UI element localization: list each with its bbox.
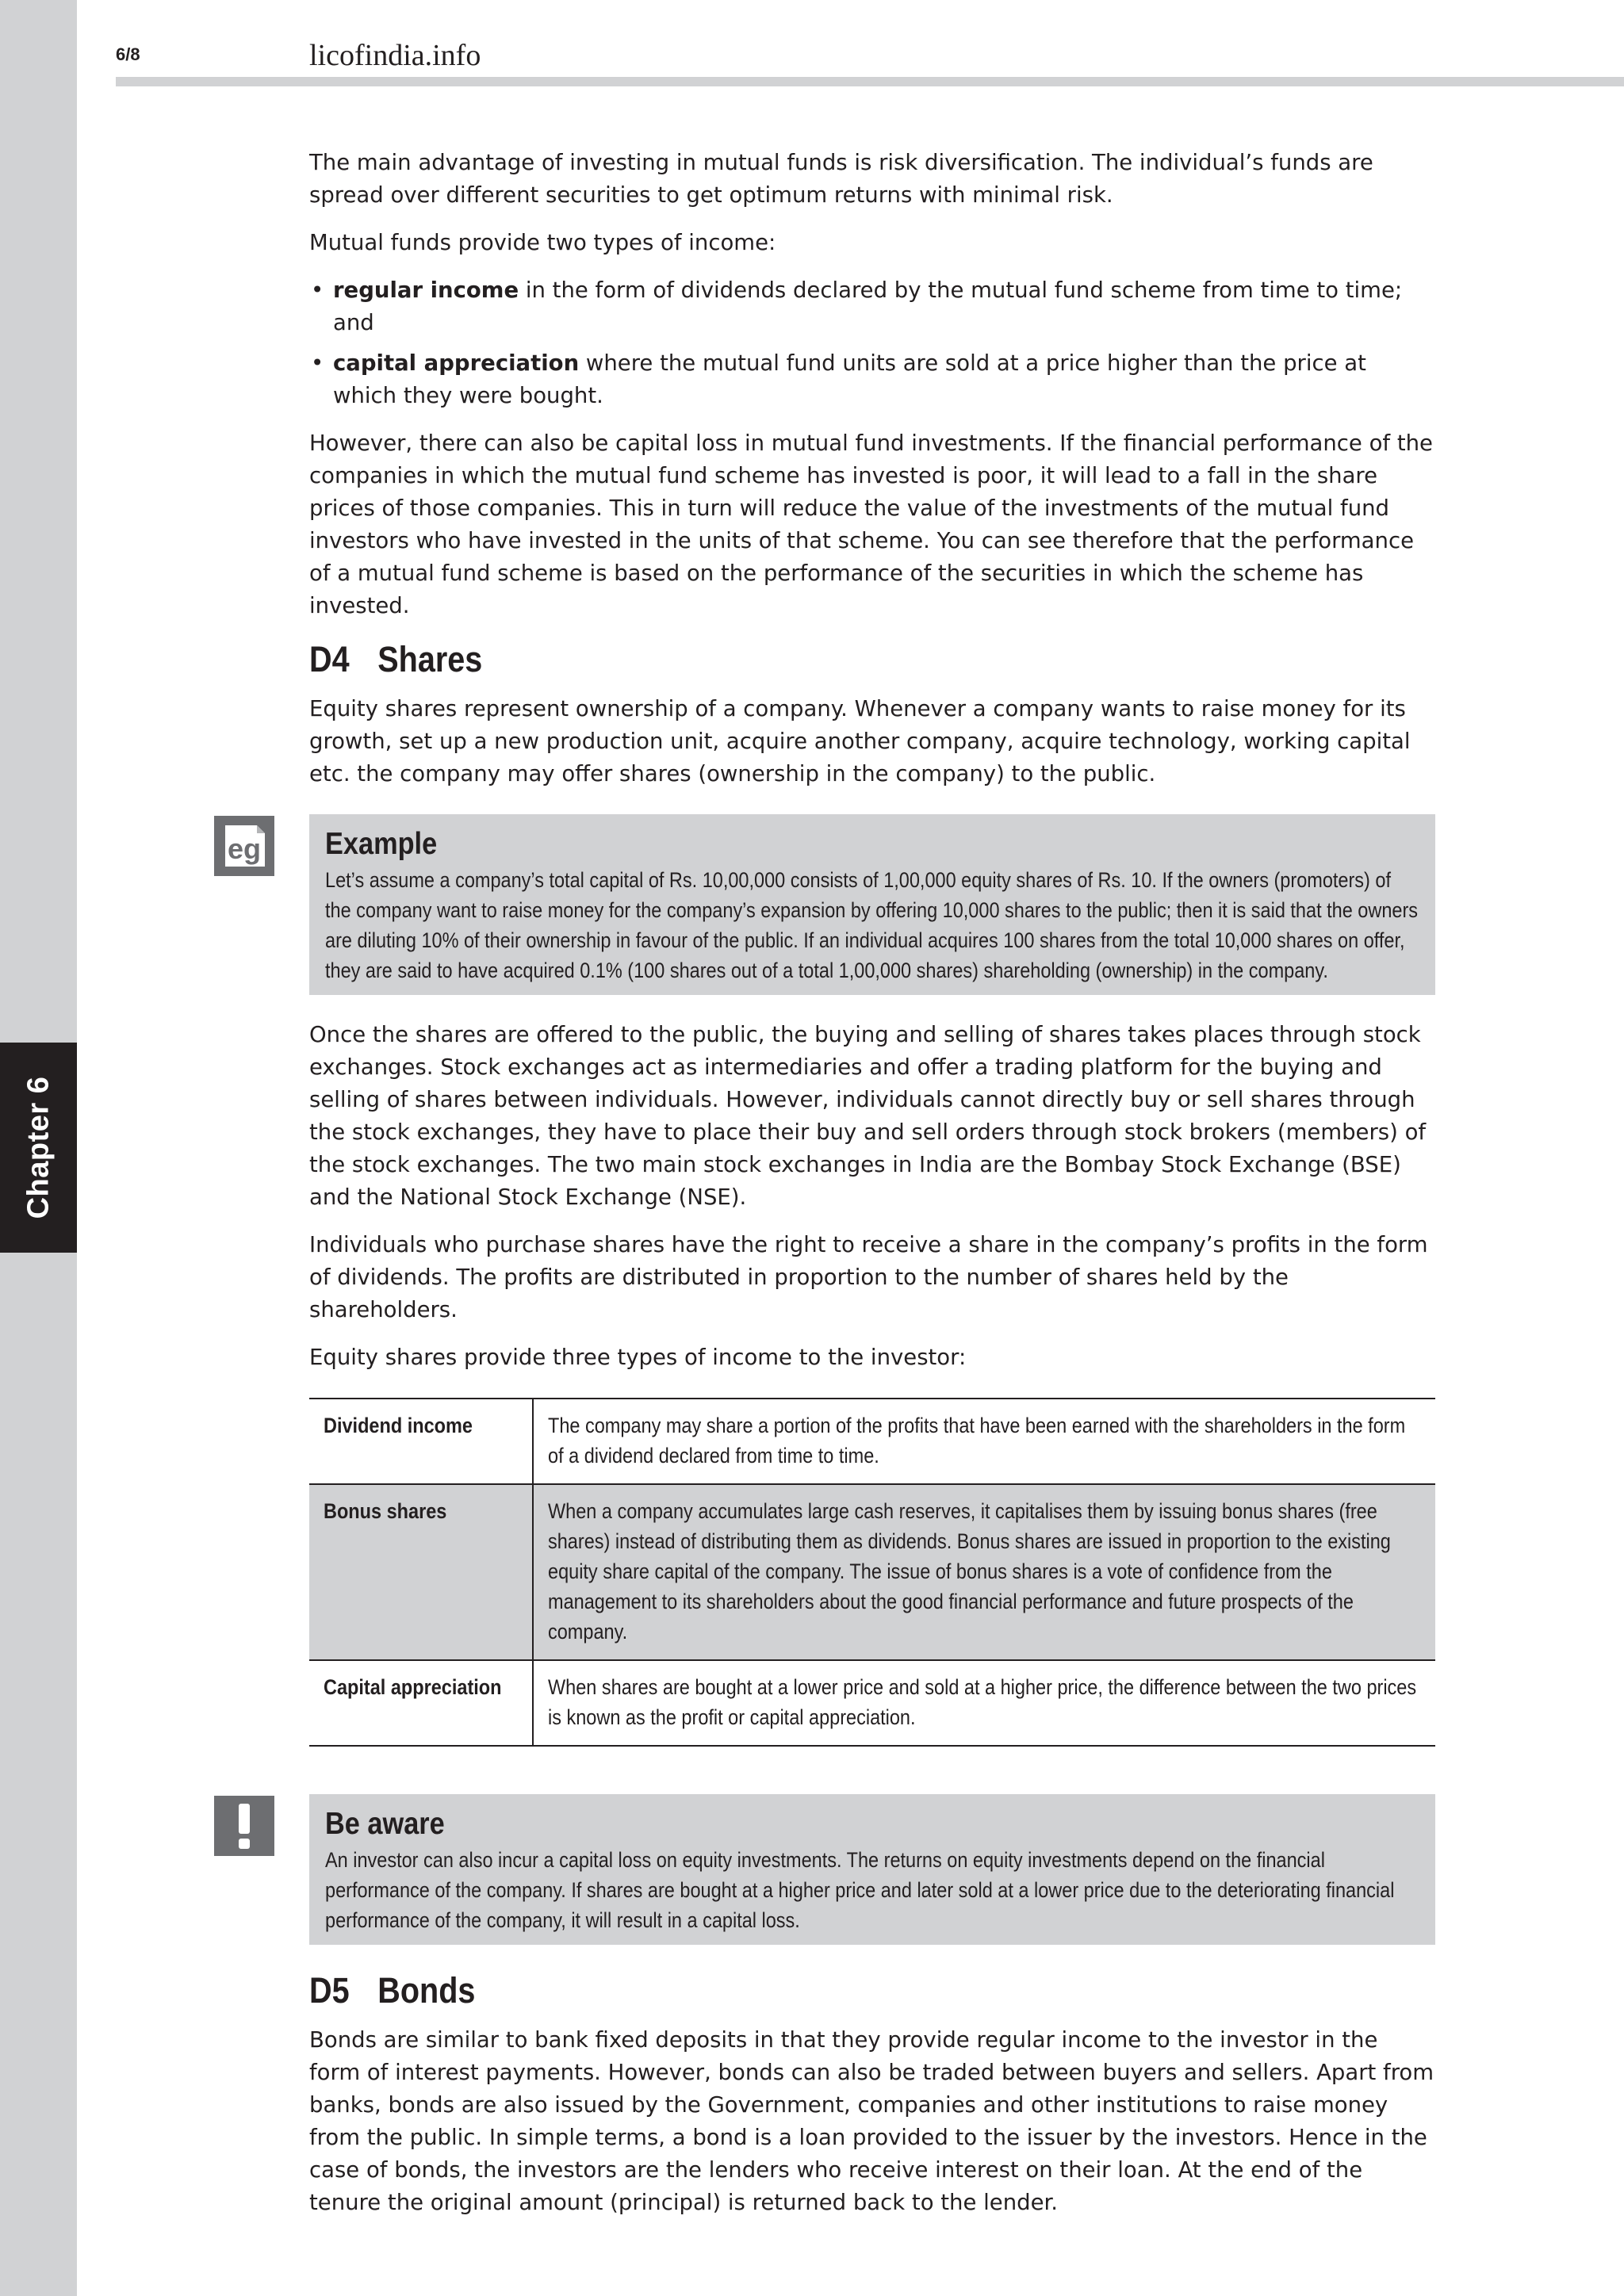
paragraph: Bonds are similar to bank fixed deposits in that they provide regular income to the investor in the form of interest payments. However, bonds can also be traded between buyers and sellers. Apart from banks, bonds are also issued by the Government, companies and other institutions to raise money from the public. In simple terms, a bond is a loan provided to the issuer by the investors. Hence in the case of bonds, the investors are the lenders who receive interest on their loan. At the end of the tenure the original amount (principal) is returned back to the lender. [309, 2027, 1434, 2215]
list-item-text: in the form of dividends declared by the mutual fund scheme from time to time; and [333, 277, 1403, 335]
chapter-label: Chapter 6 [21, 1076, 55, 1219]
paragraph: Equity shares represent ownership of a company. Whenever a company wants to raise money for its growth, set up a new production unit, acquire another company, acquire technology, working capital etc. the company may offer shares (ownership in the company) to the public. [309, 696, 1411, 786]
be-aware-box [309, 1794, 1435, 1945]
page-content [227, 147, 1435, 2234]
paragraph: However, there can also be capital loss in mutual fund investments. If the financial performance of the companies in which the mutual fund scheme has invested is poor, it will lead to a fall in the share prices of those companies. This in turn will reduce the value of the investments of the mutual fund investors who have invested in the units of that scheme. You can see therefore that the performance of a mutual fund scheme is based on the performance of the securities in which the scheme has invested. [309, 430, 1433, 618]
section-number: D4 [309, 639, 350, 679]
be-aware-title: Be aware [325, 1807, 445, 1841]
exclamation-icon [214, 1796, 274, 1856]
table-row [309, 1399, 1435, 1484]
list-item-text: where the mutual fund units are sold at a price higher than the price at which they were bought. [333, 350, 1366, 408]
section-title: Shares [377, 639, 483, 679]
list-item-term: regular income [333, 277, 519, 303]
eg-icon [214, 816, 274, 876]
table-cell-term: Bonus shares [309, 1484, 533, 1660]
bullet-icon: • [311, 350, 324, 376]
example-title: Example [325, 827, 438, 861]
table-cell-term: Dividend income [309, 1399, 533, 1484]
income-type-list [309, 274, 1435, 412]
section-heading [309, 1969, 1300, 2013]
table-row [309, 1484, 1435, 1660]
income-table [309, 1398, 1435, 1747]
paragraph: Once the shares are offered to the public, the buying and selling of shares takes places through stock exchanges. Stock exchanges act as intermediaries and offer a trading platform for the buying and selling of shares between individuals. However, individuals cannot directly buy or sell shares through the stock exchanges, they have to place their buy and sell orders through stock brokers (members) of the stock exchanges. The two main stock exchanges in India are the Bombay Stock Exchange (BSE) and the National Stock Exchange (NSE). [309, 1022, 1427, 1210]
paragraph: Equity shares provide three types of income to the investor: [309, 1345, 967, 1370]
table-row [309, 1660, 1435, 1746]
paragraph: Individuals who purchase shares have the right to receive a share in the company’s profits in the form of dividends. The profits are distributed in proportion to the number of shares held by the shareholders. [309, 1232, 1428, 1322]
section-number: D5 [309, 1970, 350, 2011]
bullet-icon: • [311, 277, 324, 303]
table-cell-term: Capital appreciation [309, 1660, 533, 1746]
paragraph: The main advantage of investing in mutual funds is risk diversification. The individual’s funds are spread over different securities to get optimum returns with minimal risk. [309, 150, 1373, 208]
header-rule [116, 77, 1624, 86]
page-number: 6/8 [116, 44, 140, 64]
list-item [309, 274, 1435, 339]
section-heading [309, 637, 1300, 682]
eg-icon-text: eg [227, 832, 262, 865]
table-cell-description: When shares are bought at a lower price and sold at a higher price, the difference between the two prices is known as the profit or capital appreciation. [533, 1660, 1435, 1746]
paragraph: Mutual funds provide two types of income: [309, 230, 776, 255]
chapter-tab [0, 1043, 77, 1253]
be-aware-text: An investor can also incur a capital loss on equity investments. The returns on equity investments depend on the financial performance of the company. If shares are bought at a higher price and later sold at a lower price due to the deteriorating financial performance of the company, it will result in a capital loss. [325, 1848, 1395, 1932]
site-name: licofindia.info [309, 39, 481, 72]
example-text: Let’s assume a company’s total capital of Rs. 10,00,000 consists of 1,00,000 equity shares of Rs. 10. If the owners (promoters) of the company want to raise money for the company’s expansion by offering 10,000 shares to the public; then it is said that the owners are diluting 10% of their ownership in favour of the public. If an individual acquires 100 shares from the total 10,000 shares on offer, they are said to have acquired 0.1% (100 shares out of a total 1,00,000 shares) shareholding (ownership) in the company. [325, 868, 1419, 982]
table-cell-description: The company may share a portion of the profits that have been earned with the shareholders in the form of a dividend declared from time to time. [533, 1399, 1435, 1484]
table-cell-description: When a company accumulates large cash reserves, it capitalises them by issuing bonus shares (free shares) instead of distributing them as dividends. Bonus shares are issued in proportion to the existing equity share capital of the company. The issue of bonus shares is a vote of confidence from the management to its shareholders about the good financial performance and future prospects of the company. [533, 1484, 1435, 1660]
list-item [309, 347, 1435, 412]
example-box [227, 814, 1435, 995]
list-item-term: capital appreciation [333, 350, 580, 376]
section-title: Bonds [377, 1970, 476, 2011]
